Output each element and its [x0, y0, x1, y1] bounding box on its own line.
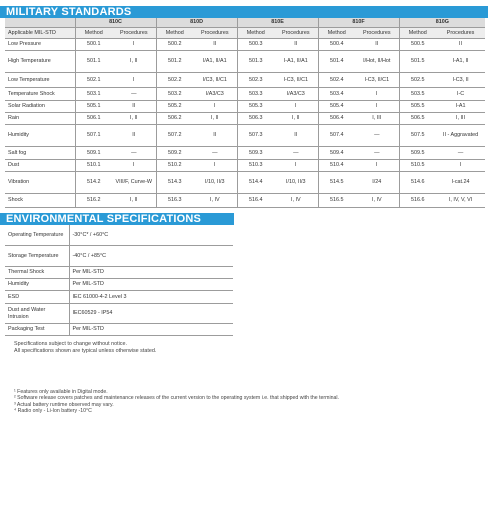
- procedure-cell: I: [193, 160, 237, 172]
- test-name: Humidity: [5, 125, 75, 147]
- spec-value: -30°C* / +60°C: [69, 225, 233, 246]
- method-cell: 506.3: [237, 113, 274, 125]
- method-header: Method: [399, 28, 436, 39]
- procedure-cell: —: [112, 147, 156, 160]
- procedure-cell: I, II: [112, 194, 156, 208]
- table-row: [5, 39, 485, 51]
- procedure-cell: I: [355, 160, 399, 172]
- procedure-cell: II: [112, 101, 156, 113]
- table-row: [5, 246, 233, 267]
- procedure-cell: I/10, II/3: [274, 172, 318, 194]
- notes: [14, 341, 488, 355]
- procedure-cell: I/Hot, II/Hot: [355, 51, 399, 73]
- method-cell: 502.5: [399, 73, 436, 88]
- test-name: Salt fog: [5, 147, 75, 160]
- method-cell: 516.5: [318, 194, 355, 208]
- standard-header: 810D: [156, 18, 237, 28]
- method-cell: 509.2: [156, 147, 193, 160]
- spec-value: -40°C / +85°C: [69, 246, 233, 267]
- method-cell: 505.4: [318, 101, 355, 113]
- table-row: [5, 51, 485, 73]
- method-header: Method: [156, 28, 193, 39]
- table-row: [5, 101, 485, 113]
- method-header: Method: [75, 28, 112, 39]
- table-row: [5, 225, 233, 246]
- procedure-cell: I/A1, II/A1: [193, 51, 237, 73]
- procedure-cell: I-A1, II: [436, 51, 485, 73]
- table-row: [5, 125, 485, 147]
- military-standards-body: [5, 39, 485, 208]
- method-cell: 503.1: [75, 88, 112, 101]
- procedure-cell: I-A1, II/A1: [274, 51, 318, 73]
- footnote: ³ Actual battery runtime observed may vary.: [14, 401, 114, 408]
- procedure-cell: I, IV: [193, 194, 237, 208]
- procedure-cell: I-C: [436, 88, 485, 101]
- method-cell: 506.4: [318, 113, 355, 125]
- footnotes: [0, 389, 488, 415]
- table-row: [5, 324, 233, 336]
- method-cell: 509.4: [318, 147, 355, 160]
- method-cell: 514.4: [237, 172, 274, 194]
- procedure-cell: I-cat.24: [436, 172, 485, 194]
- method-cell: 506.2: [156, 113, 193, 125]
- method-cell: 510.1: [75, 160, 112, 172]
- procedure-cell: —: [436, 147, 485, 160]
- procedure-cell: I/C3, II/C1: [193, 73, 237, 88]
- method-cell: 509.3: [237, 147, 274, 160]
- spec-label: Storage Temperature: [5, 246, 69, 267]
- procedure-cell: I, II: [112, 113, 156, 125]
- procedure-cell: I-A1: [436, 101, 485, 113]
- method-cell: 502.4: [318, 73, 355, 88]
- method-header: Method: [318, 28, 355, 39]
- standard-header: 810E: [237, 18, 318, 28]
- spec-label: Humidity: [5, 279, 69, 291]
- procedure-cell: I, IV, V, VI: [436, 194, 485, 208]
- procedure-cell: I: [355, 101, 399, 113]
- test-name: Low Pressure: [5, 39, 75, 51]
- method-cell: 514.3: [156, 172, 193, 194]
- military-standards-banner: MILITARY STANDARDS: [0, 6, 488, 18]
- procedure-cell: II: [436, 39, 485, 51]
- procedure-cell: VIII/F, Curve-W: [112, 172, 156, 194]
- procedure-cell: I: [193, 101, 237, 113]
- method-cell: 514.5: [318, 172, 355, 194]
- method-cell: 507.4: [318, 125, 355, 147]
- test-name: Dust: [5, 160, 75, 172]
- method-cell: 510.4: [318, 160, 355, 172]
- procedure-cell: II: [112, 125, 156, 147]
- note-line: Specifications subject to change without notice.: [14, 341, 127, 347]
- test-name: Temperature Shock: [5, 88, 75, 101]
- table-row: [5, 279, 233, 291]
- method-cell: 500.2: [156, 39, 193, 51]
- method-cell: 507.1: [75, 125, 112, 147]
- method-cell: 500.4: [318, 39, 355, 51]
- method-cell: 502.1: [75, 73, 112, 88]
- table-row: [5, 194, 485, 208]
- method-cell: 507.2: [156, 125, 193, 147]
- test-name: Solar Radiation: [5, 101, 75, 113]
- test-name: Shock: [5, 194, 75, 208]
- procedures-header: Procedures: [355, 28, 399, 39]
- procedure-cell: I-C3, II/C1: [274, 73, 318, 88]
- table-row: [5, 267, 233, 279]
- environmental-specs-table: [5, 225, 233, 336]
- method-cell: 510.2: [156, 160, 193, 172]
- table-row: [5, 73, 485, 88]
- spec-value: IEC 61000-4-2 Level 3: [69, 291, 233, 304]
- table-row: [5, 88, 485, 101]
- method-cell: 503.3: [237, 88, 274, 101]
- environmental-specs-body: [5, 225, 233, 336]
- table-row: [5, 113, 485, 125]
- method-cell: 501.4: [318, 51, 355, 73]
- procedure-cell: I: [436, 160, 485, 172]
- method-cell: 516.6: [399, 194, 436, 208]
- method-cell: 500.3: [237, 39, 274, 51]
- method-cell: 506.5: [399, 113, 436, 125]
- test-name: Low Temperature: [5, 73, 75, 88]
- procedure-cell: I: [355, 88, 399, 101]
- procedure-cell: I, II: [274, 113, 318, 125]
- method-cell: 503.4: [318, 88, 355, 101]
- method-cell: 501.3: [237, 51, 274, 73]
- procedure-cell: II: [355, 39, 399, 51]
- spec-value: Per MIL-STD: [69, 267, 233, 279]
- procedure-cell: —: [355, 125, 399, 147]
- procedure-cell: I: [112, 39, 156, 51]
- procedure-cell: II: [274, 125, 318, 147]
- method-cell: 503.5: [399, 88, 436, 101]
- procedure-cell: I/10, II/3: [193, 172, 237, 194]
- method-cell: 509.5: [399, 147, 436, 160]
- procedure-cell: —: [193, 147, 237, 160]
- test-name: Rain: [5, 113, 75, 125]
- method-header-row: [5, 28, 485, 39]
- method-cell: 505.3: [237, 101, 274, 113]
- procedures-header: Procedures: [112, 28, 156, 39]
- spec-label: Dust and Water Intrusion: [5, 304, 69, 324]
- method-cell: 500.1: [75, 39, 112, 51]
- method-cell: 509.1: [75, 147, 112, 160]
- procedure-cell: II: [274, 39, 318, 51]
- procedure-cell: —: [355, 147, 399, 160]
- test-name: High Temperature: [5, 51, 75, 73]
- environmental-specs-banner: ENVIRONMENTAL SPECIFICATIONS: [0, 213, 234, 225]
- note-line: All specifications shown are typical unless otherwise stated.: [14, 347, 157, 354]
- procedures-header: Procedures: [193, 28, 237, 39]
- standard-header: 810G: [399, 18, 485, 28]
- procedure-cell: —: [112, 88, 156, 101]
- method-cell: 505.5: [399, 101, 436, 113]
- table-row: [5, 172, 485, 194]
- procedure-cell: II - Aggravated: [436, 125, 485, 147]
- procedure-cell: I, II: [193, 113, 237, 125]
- procedure-cell: I-C3, II: [436, 73, 485, 88]
- row-header-label: Applicable MIL-STD: [5, 28, 75, 39]
- procedure-cell: I: [274, 160, 318, 172]
- method-cell: 516.3: [156, 194, 193, 208]
- method-cell: 506.1: [75, 113, 112, 125]
- procedure-cell: I: [274, 101, 318, 113]
- procedure-cell: I, IV: [274, 194, 318, 208]
- method-cell: 502.3: [237, 73, 274, 88]
- method-cell: 503.2: [156, 88, 193, 101]
- procedures-header: Procedures: [436, 28, 485, 39]
- spec-label: Operating Temperature: [5, 225, 69, 246]
- method-cell: 510.5: [399, 160, 436, 172]
- method-cell: 514.2: [75, 172, 112, 194]
- method-cell: 501.1: [75, 51, 112, 73]
- procedure-cell: I, III: [355, 113, 399, 125]
- spec-value: Per MIL-STD: [69, 279, 233, 291]
- procedure-cell: I: [112, 73, 156, 88]
- procedure-cell: I-C3, II/C1: [355, 73, 399, 88]
- method-cell: 516.2: [75, 194, 112, 208]
- method-cell: 500.5: [399, 39, 436, 51]
- standard-header: 810C: [75, 18, 156, 28]
- procedure-cell: I/A3/C3: [274, 88, 318, 101]
- table-row: [5, 291, 233, 304]
- footnote: ¹ Features only available in Digital mode.: [14, 388, 108, 395]
- method-cell: 505.2: [156, 101, 193, 113]
- procedure-cell: I/24: [355, 172, 399, 194]
- spec-label: Packaging Test: [5, 324, 69, 336]
- procedure-cell: I, II: [112, 51, 156, 73]
- test-name: Vibration: [5, 172, 75, 194]
- spec-value: Per MIL-STD: [69, 324, 233, 336]
- standard-header: 810F: [318, 18, 399, 28]
- procedure-cell: II: [193, 125, 237, 147]
- spec-value: IEC60529 - IP54: [69, 304, 233, 324]
- method-cell: 502.2: [156, 73, 193, 88]
- table-row: [5, 160, 485, 172]
- footnote: ⁴ Radio only - Li-Ion battery -10°C: [14, 408, 92, 415]
- military-standards-table: [5, 18, 485, 208]
- method-cell: 507.3: [237, 125, 274, 147]
- method-cell: 510.3: [237, 160, 274, 172]
- procedure-cell: I: [112, 160, 156, 172]
- procedure-cell: I/A3/C3: [193, 88, 237, 101]
- procedures-header: Procedures: [274, 28, 318, 39]
- footnote: ² Software release covers patches and maintenance releases of the current version to the operating system i.e. that shipped with the terminal.: [14, 395, 339, 402]
- method-cell: 505.1: [75, 101, 112, 113]
- procedure-cell: —: [274, 147, 318, 160]
- method-cell: 507.5: [399, 125, 436, 147]
- procedure-cell: I, IV: [355, 194, 399, 208]
- method-cell: 501.5: [399, 51, 436, 73]
- table-row: [5, 147, 485, 160]
- method-cell: 514.6: [399, 172, 436, 194]
- method-cell: 516.4: [237, 194, 274, 208]
- procedure-cell: I, III: [436, 113, 485, 125]
- table-row: [5, 304, 233, 324]
- spec-label: ESD: [5, 291, 69, 304]
- spec-label: Thermal Shock: [5, 267, 69, 279]
- procedure-cell: II: [193, 39, 237, 51]
- standards-header-row: [5, 18, 485, 28]
- method-cell: 501.2: [156, 51, 193, 73]
- method-header: Method: [237, 28, 274, 39]
